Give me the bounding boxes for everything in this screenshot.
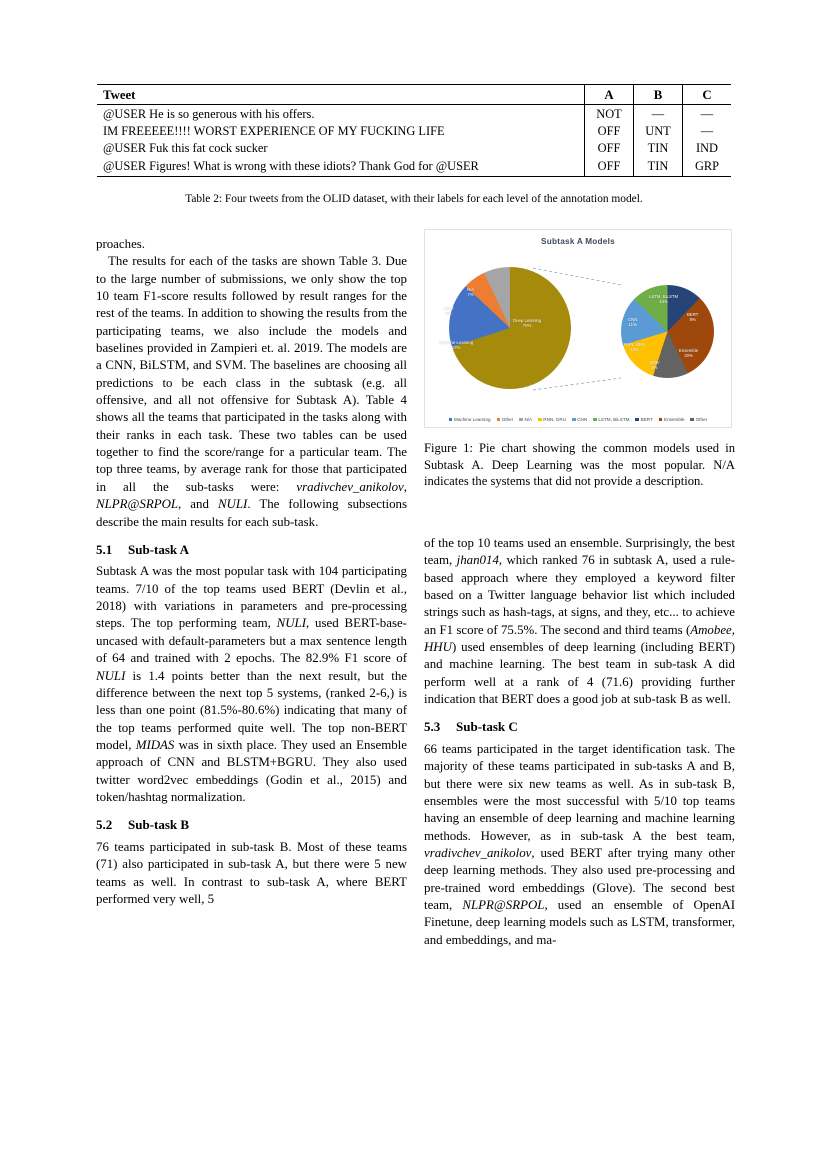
cell-label-a: OFF — [585, 158, 634, 177]
legend-item — [497, 417, 514, 422]
table-2 — [97, 84, 731, 177]
paragraph-subtask-c: 66 teams participated in the target identification task. The majority of these teams participated in sub-tasks A and B, but there were six new teams as well. As in sub-task B, ensembles were the most successful with 5/10 top teams having an ensemble of deep learning and machine learning methods. However, as in sub-task A the best team, vradivchev_anikolov, used BERT after trying many other deep learning methods. They also used pre-processing and pre-trained word embeddings (Glove). The second best team, NLPR@SRPOL, used an ensemble of OpenAI Finetune, deep learning models such as LSTM, transformer, and embeddings, and ma- — [424, 742, 736, 947]
slice-label-bert: BERT 8% — [687, 312, 699, 323]
section-number: 5.3 — [424, 719, 441, 735]
table-row — [97, 105, 731, 124]
legend-item — [593, 417, 629, 422]
table-row — [97, 141, 731, 158]
legend-swatch — [572, 418, 576, 422]
cell-label-b: TIN — [634, 158, 683, 177]
section-heading-5-1 — [96, 542, 407, 558]
legend-swatch — [690, 418, 694, 422]
legend-item — [519, 417, 532, 422]
column-header-c: C — [683, 85, 732, 105]
table-row — [97, 124, 731, 141]
cell-label-c: IND — [683, 141, 732, 158]
paragraph-subtask-b-continued: of the top 10 teams used an ensemble. Surprisingly, the best team, jhan014, which ranked 76 in subtask A, used a rule-based approach where they employed a keyword filter based on a Twitter language behavior list which included strings such as hash-tags, at signs, and they, etc... to achieve an F1 score of 75.5%. The second and third teams (Amobee, HHU) used ensembles of deep learning (including BERT) and machine learning. The best team in sub-task A did perform well at a rank of 4 (71.6) providing further indication that BERT does a good job at sub-task B as well. — [424, 536, 735, 707]
slice-label-machine-learning: Machine Learning 17% — [439, 340, 474, 351]
legend-item — [572, 417, 587, 422]
paragraph-results: The results for each of the tasks are shown Table 3. Due to the large number of submissions, we only show the top 10 team F1-score results followed by result ranges for the rest of the teams. In addition to showing the results from the participating teams, we also include the models and baselines provided in Zampieri et. al. 2019. The models are a CNN, BiLSTM, and SVM. The baselines are choosing all predictions to be each class in the subtask (e.g. all offensive, and all not offensive for Subtask A). Table 4 shows all the teams that participated in the tasks along with their ranks in each task. These two tables can be used together to find the score/range for a particular team. The top three teams, by average rank for those that participated in all the sub-tasks were: vradivchev_anikolov, NLPR@SRPOL, and NULI. The following subsections describe the main results for each sub-task. — [96, 254, 408, 529]
slice-label-deep-learning: Deep Learning 70% — [513, 318, 542, 329]
legend-item — [449, 417, 491, 422]
chart-plot-area — [425, 250, 733, 408]
legend-swatch — [635, 418, 639, 422]
cell-label-a: OFF — [585, 124, 634, 141]
table-header-row — [97, 85, 731, 105]
legend-label: Other — [695, 417, 708, 422]
slice-label-ensemble: Ensemble 20% — [679, 348, 699, 359]
section-number: 5.2 — [96, 817, 113, 833]
chart-legend — [425, 417, 731, 422]
cell-tweet: @USER Fuk this fat cock sucker — [103, 141, 268, 156]
cell-label-b: UNT — [634, 124, 683, 141]
primary-pie — [449, 267, 571, 389]
slice-label-rnn-gru: RNN, GRU 10% — [624, 342, 646, 353]
legend-item — [538, 417, 566, 422]
cell-label-b: TIN — [634, 141, 683, 158]
section-heading-5-3 — [424, 719, 735, 735]
legend-item — [690, 417, 707, 422]
paragraph-subtask-b: 76 teams participated in sub-task B. Most of these teams (71) also participated in sub-task A, but there were 5 new teams as well. In contrast to sub-task A, where BERT performed very well, 5 — [96, 839, 407, 906]
figure-1-caption: Figure 1: Pie chart showing the common models used in Subtask A. Deep Learning was the most popular. N/A indicates the systems that did not provide a description. — [424, 441, 735, 489]
legend-item — [635, 417, 652, 422]
slice-label-na: N/A 7% — [467, 287, 475, 298]
paragraph-continued: proaches. — [96, 237, 146, 251]
cell-tweet: @USER Figures! What is wrong with these idiots? Thank God for @USER — [103, 158, 479, 173]
slice-label-other-main: Other 6% — [443, 306, 454, 317]
section-heading-5-2 — [96, 817, 407, 833]
legend-swatch — [519, 418, 523, 422]
column-header-tweet: Tweet — [97, 85, 585, 105]
legend-swatch — [497, 418, 501, 422]
section-title: Sub-task A — [128, 541, 190, 557]
legend-label: Other — [501, 417, 514, 422]
cell-label-c: GRP — [683, 158, 732, 177]
table-row — [97, 158, 731, 177]
legend-swatch — [593, 418, 597, 422]
cell-label-c: — — [683, 124, 732, 141]
cell-label-b: — — [634, 105, 683, 124]
chart-title: Subtask A Models — [541, 237, 615, 246]
paragraph-subtask-a: Subtask A was the most popular task with 104 participating teams. 7/10 of the top teams used BERT (Devlin et al., 2018) with variations in parameters and pre-processing steps. The top performing team, NULI, used BERT-base-uncased with default-parameters but a max sentence length of 64 and trained with 2 epochs. The 82.9% F1 score of NULI is 1.4 points better than the next result, but the difference between the next top 5 systems, (ranked 2-6,) is less than one point (81.5%-80.6%) indicating that many of the top teams performed quite well. The top non-BERT model, MIDAS was in sixth place. They used an Ensemble approach of CNN and BLSTM+BGRU. They also used twitter word2vec embeddings (Godin et al., 2015) and token/hashtag normalization. — [96, 564, 407, 804]
legend-label: Machine Learning — [454, 417, 491, 422]
cell-label-a: NOT — [585, 105, 634, 124]
cell-label-c: — — [683, 105, 732, 124]
legend-label: Ensemble — [664, 417, 685, 422]
right-text-column — [424, 535, 735, 949]
legend-label: BERT — [640, 417, 653, 422]
slice-label-other-sub: Other 8% — [649, 360, 660, 371]
left-text-column — [96, 236, 407, 908]
legend-label: LSTM, BiLSTM — [598, 417, 630, 422]
legend-item — [659, 417, 685, 422]
section-title: Sub-task C — [456, 719, 518, 735]
cell-tweet: @USER He is so generous with his offers. — [103, 107, 315, 122]
legend-swatch — [659, 418, 663, 422]
legend-label: N/A — [524, 417, 533, 422]
section-title: Sub-task B — [128, 817, 190, 833]
legend-swatch — [449, 418, 453, 422]
legend-label: CNN — [577, 417, 588, 422]
section-number: 5.1 — [96, 541, 113, 557]
table-2-caption: Table 2: Four tweets from the OLID dataset, with their labels for each level of the annotation model. — [185, 193, 643, 205]
column-header-a: A — [585, 85, 634, 105]
slice-label-cnn: CNN 11% — [628, 317, 638, 328]
legend-label: RNN, GRU — [543, 417, 567, 422]
cell-tweet: IM FREEEEE!!!! WORST EXPERIENCE OF MY FUCKING LIFE — [103, 124, 445, 139]
cell-label-a: OFF — [585, 141, 634, 158]
legend-swatch — [538, 418, 542, 422]
figure-1-pie-chart — [424, 229, 732, 428]
slice-label-lstm-bilstm: LSTM, BiLSTM 13% — [649, 294, 679, 305]
column-header-b: B — [634, 85, 683, 105]
